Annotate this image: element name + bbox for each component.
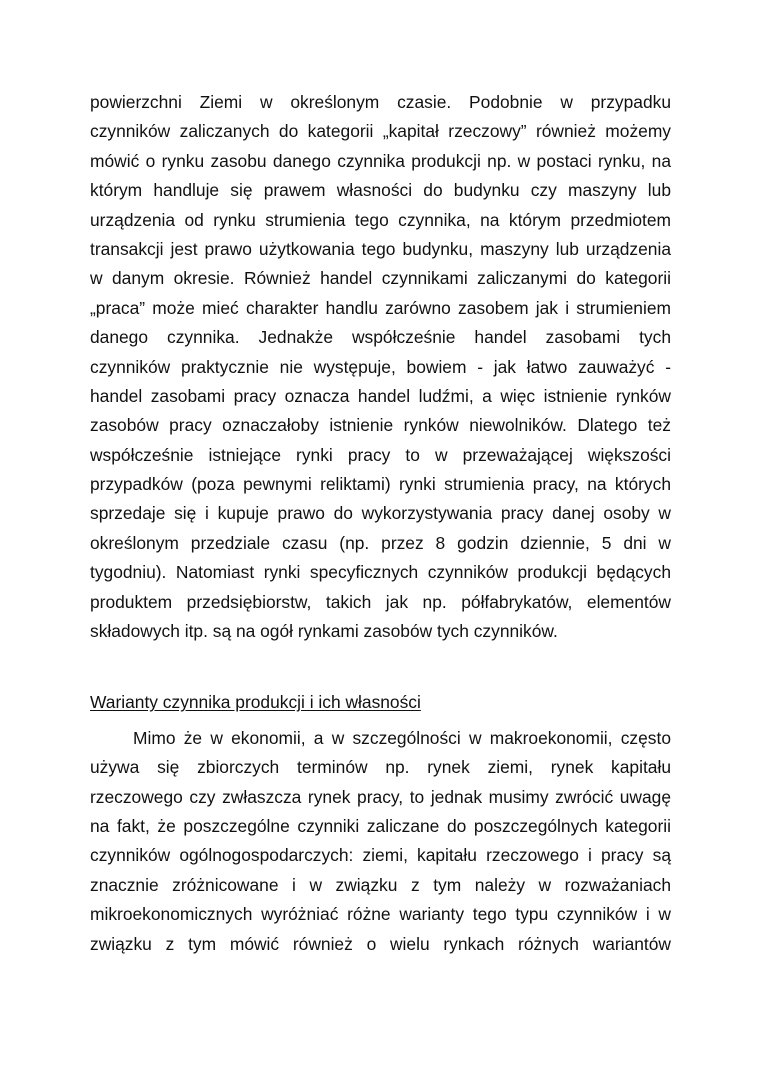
text-line: transakcji jest prawo użytkowania tego budynku, maszyny lub urządzenia (90, 238, 671, 259)
paragraph-spacer (90, 646, 671, 688)
text-line: związku z tym mówić również o wielu rynkach różnych wariantów (90, 933, 671, 954)
text-line: czynników ogólnogospodarczych: ziemi, kapitału rzeczowego i pracy są (90, 845, 671, 866)
text-line: rzeczowego czy zwłaszcza rynek pracy, to jednak musimy zwrócić uwagę (90, 786, 671, 807)
text-line: urządzenia od rynku strumienia tego czynnika, na którym przedmiotem (90, 209, 671, 230)
text-line: tygodniu). Natomiast rynki specyficznych czynników produkcji będących (90, 562, 671, 583)
paragraph-factor-variants (90, 724, 671, 959)
text-line: składowych itp. są na ogół rynkami zasobów tych czynników. (90, 621, 558, 642)
text-line: sprzedaje się i kupuje prawo do wykorzystywania pracy danej osoby w (90, 503, 671, 524)
text-line: w danym okresie. Również handel czynnikami zaliczanymi do kategorii (90, 268, 671, 289)
text-line: Mimo że w ekonomii, a w szczególności w makroekonomii, często (133, 727, 671, 748)
text-line: używa się zbiorczych terminów np. rynek ziemi, rynek kapitału (90, 757, 671, 778)
text-line: czynników praktycznie nie występuje, bowiem - jak łatwo zauważyć - (90, 356, 671, 377)
text-line: powierzchni Ziemi w określonym czasie. Podobnie w przypadku (90, 92, 671, 112)
text-line: czynników zaliczanych do kategorii „kapitał rzeczowy” również możemy (90, 121, 671, 142)
paragraph-market-types (90, 88, 671, 646)
section-heading: Warianty czynnika produkcji i ich własności (90, 692, 421, 713)
text-line: którym handluje się prawem własności do budynku czy maszyny lub (90, 180, 671, 201)
text-line: handel zasobami pracy oznacza handel ludźmi, a więc istnienie rynków (90, 385, 671, 406)
text-line: „praca” może mieć charakter handlu zarówno zasobem jak i strumieniem (90, 297, 671, 318)
text-line: określonym przedziale czasu (np. przez 8 godzin dziennie, 5 dni w (90, 532, 671, 553)
text-line: mikroekonomicznych wyróżniać różne warianty tego typu czynników i w (90, 904, 671, 925)
text-line: produktem przedsiębiorstw, takich jak np. półfabrykatów, elementów (90, 591, 671, 612)
document-page (90, 88, 671, 959)
text-line: przypadków (poza pewnymi reliktami) rynki strumienia pracy, na których (90, 474, 671, 495)
text-line: zasobów pracy oznaczałoby istnienie rynków niewolników. Dlatego też (90, 415, 671, 436)
text-line: mówić o rynku zasobu danego czynnika produkcji np. w postaci rynku, na (90, 150, 671, 171)
text-line: danego czynnika. Jednakże współcześnie handel zasobami tych (90, 327, 671, 348)
text-line: znacznie zróżnicowane i w związku z tym należy w rozważaniach (90, 874, 671, 895)
text-line: na fakt, że poszczególne czynniki zaliczane do poszczególnych kategorii (90, 815, 671, 836)
text-line: współcześnie istniejące rynki pracy to w przeważającej większości (90, 444, 671, 465)
